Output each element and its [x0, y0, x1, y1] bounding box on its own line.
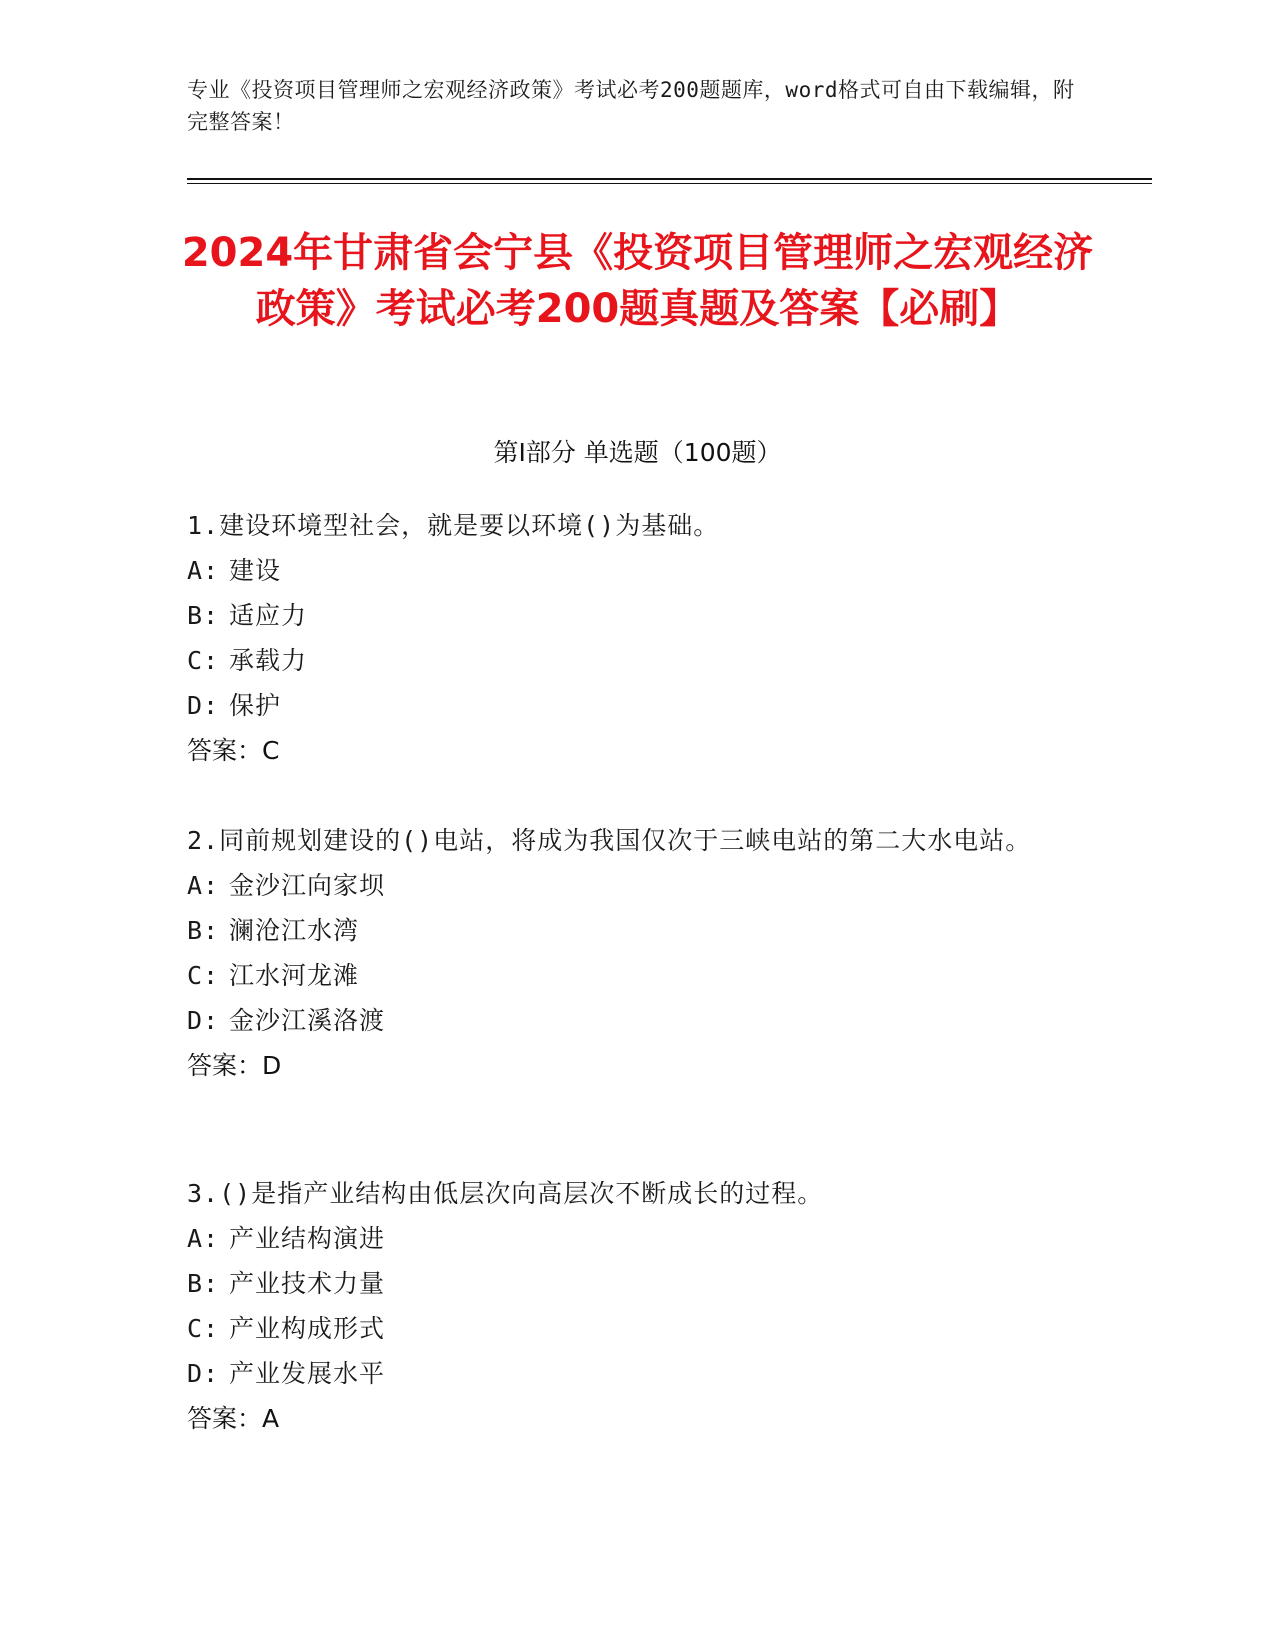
question-1: [187, 503, 1067, 773]
option-a: [187, 863, 1067, 908]
header-divider-thin: [187, 183, 1152, 184]
option-c: [187, 1306, 1067, 1351]
option-text: 金沙江溪洛渡: [229, 1006, 386, 1035]
section-heading: 第I部分 单选题（100题）: [493, 438, 782, 467]
option-text: 产业构成形式: [229, 1314, 386, 1343]
option-d: [187, 683, 1067, 728]
option-b: [187, 908, 1067, 953]
option-a: [187, 1216, 1067, 1261]
question-stem: 2.同前规划建设的()电站，将成为我国仅次于三峡电站的第二大水电站。: [187, 826, 1032, 855]
option-letter: A:: [187, 556, 220, 585]
option-text: 保护: [229, 691, 282, 720]
option-text: 建设: [229, 556, 282, 585]
option-c: [187, 638, 1067, 683]
option-text: 产业技术力量: [229, 1269, 386, 1298]
header-note: 专业《投资项目管理师之宏观经济政策》考试必考200题题库，word格式可自由下载编辑，附完整答案！: [187, 78, 1075, 134]
option-letter: A:: [187, 1224, 220, 1253]
option-text: 产业发展水平: [229, 1359, 386, 1388]
answer-line: 答案：C: [187, 736, 280, 765]
question-stem: 3.()是指产业结构由低层次向高层次不断成长的过程。: [187, 1179, 824, 1208]
option-text: 澜沧江水湾: [229, 916, 360, 945]
option-text: 产业结构演进: [229, 1224, 386, 1253]
question-2: [187, 818, 1067, 1088]
option-a: [187, 548, 1067, 593]
question-stem: 1.建设环境型社会，就是要以环境()为基础。: [187, 511, 720, 540]
option-letter: D:: [187, 1359, 220, 1388]
option-b: [187, 593, 1067, 638]
option-letter: C:: [187, 1314, 220, 1343]
option-letter: C:: [187, 646, 220, 675]
question-3: [187, 1171, 1067, 1441]
option-d: [187, 998, 1067, 1043]
header-divider-thick: [187, 178, 1152, 180]
option-text: 江水河龙滩: [229, 961, 360, 990]
option-text: 金沙江向家坝: [229, 871, 386, 900]
option-letter: D:: [187, 1006, 220, 1035]
option-c: [187, 953, 1067, 998]
option-b: [187, 1261, 1067, 1306]
answer-line: 答案：A: [187, 1404, 280, 1433]
option-letter: B:: [187, 601, 220, 630]
document-title: 2024年甘肃省会宁县《投资项目管理师之宏观经济政策》考试必考200题真题及答案【必刷】: [181, 230, 1094, 332]
option-letter: A:: [187, 871, 220, 900]
option-text: 承载力: [229, 646, 308, 675]
option-letter: D:: [187, 691, 220, 720]
option-text: 适应力: [229, 601, 308, 630]
option-letter: B:: [187, 916, 220, 945]
answer-line: 答案：D: [187, 1051, 282, 1080]
option-d: [187, 1351, 1067, 1396]
option-letter: B:: [187, 1269, 220, 1298]
option-letter: C:: [187, 961, 220, 990]
